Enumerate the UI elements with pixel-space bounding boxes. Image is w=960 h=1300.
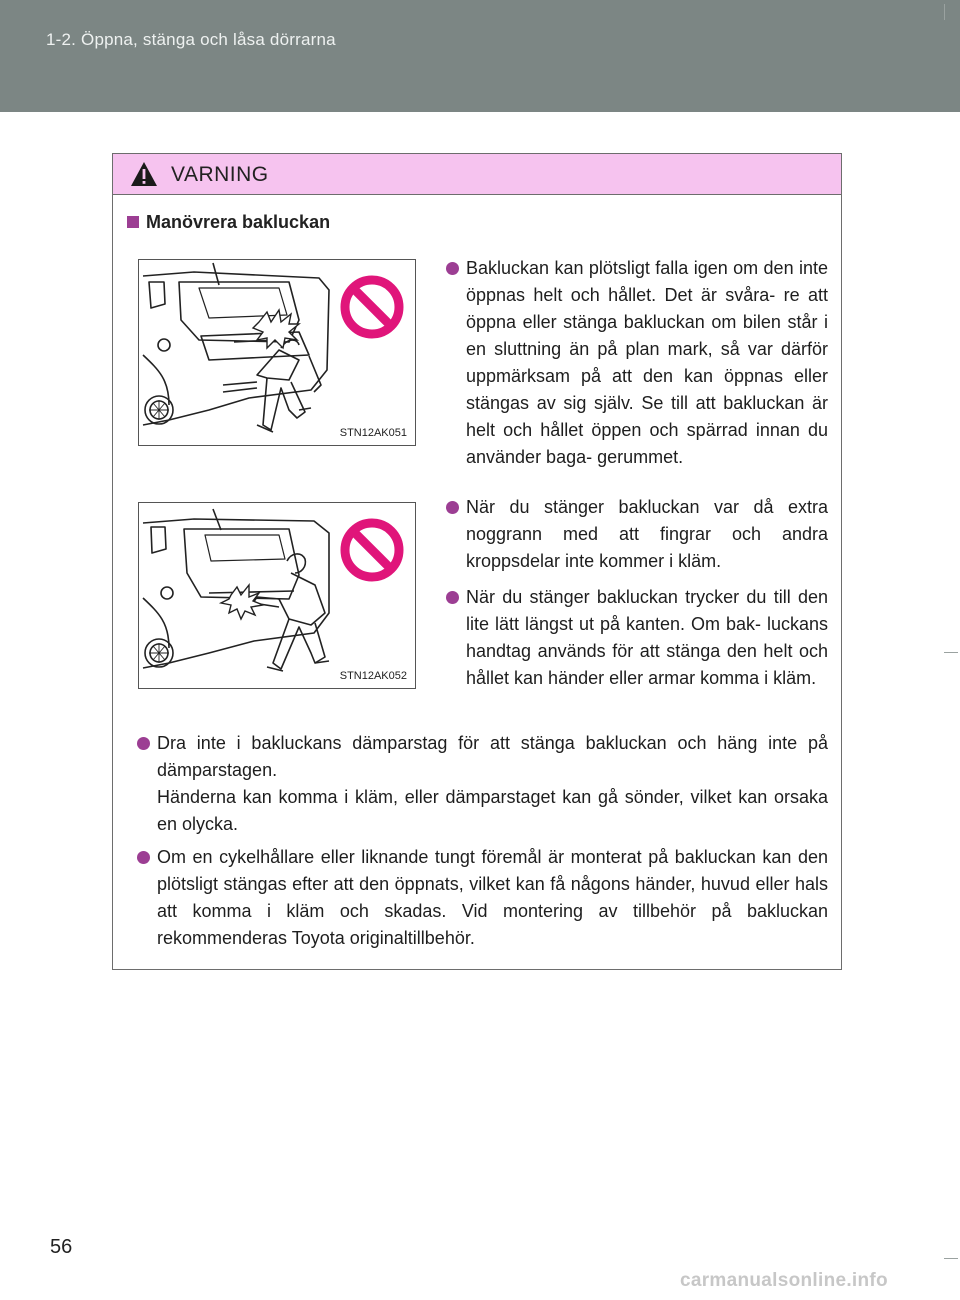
bullet-paragraph: Dra inte i bakluckans dämparstag för att stänga bakluckan och häng inte på dämparstagen. [157, 733, 828, 780]
square-bullet-icon [127, 216, 139, 228]
crop-mark [944, 652, 958, 653]
bullet-dot-icon [446, 501, 459, 514]
warning-triangle-icon [130, 161, 158, 187]
bullet-item [446, 255, 828, 471]
bullet-item [137, 844, 828, 952]
header-band [0, 0, 960, 112]
watermark: carmanualsonline.info [680, 1270, 888, 1291]
car-illustration-2 [139, 503, 415, 688]
car-illustration-1 [139, 260, 415, 445]
bullet-dot-icon [137, 851, 150, 864]
bullet-text [137, 730, 828, 838]
page-number: 56 [50, 1236, 73, 1258]
section-title: 1-2. Öppna, stänga och låsa dörrarna [46, 30, 336, 49]
crop-mark [944, 4, 945, 20]
bullet-paragraph: Om en cykelhållare eller liknande tungt föremål är monterat på bakluckan kan den plötsligt stängas efter att den öppnats, vilket kan få någons händer, huvud eller hals att komma i kläm och skadas. Vid montering av tillbehör på bakluckan rekommenderas Toyota originaltillbehör. [157, 847, 828, 948]
bullet-item [137, 730, 828, 838]
crop-mark [944, 1258, 958, 1259]
bullet-text: När du stänger bakluckan var då extra noggrann med att fingrar och andra kroppsdelar inte kommer i kläm. [466, 497, 828, 571]
warning-title: VARNING [171, 163, 269, 186]
figure-code: STN12AK051 [339, 427, 407, 439]
warning-header [113, 154, 841, 195]
prohibition-icon [345, 280, 399, 334]
bullet-dot-icon [446, 591, 459, 604]
bullet-text: När du stänger bakluckan trycker du till den lite lätt längst ut på kanten. Om bak- luckans handtag används för att stänga den helt och hållet kan händer eller armar komma i kläm. [466, 587, 828, 688]
subheading-text: Manövrera bakluckan [146, 212, 331, 232]
bullet-text: Bakluckan kan plötsligt falla igen om den inte öppnas helt och hållet. Det är svåra- re att öppna eller stänga bakluckan om bilen står i en sluttning än på plan mark, så var därför uppmärksam på att den kan öppnas eller stängas av sig själv. Se till att bakluckan är helt och hållet öppen och spärrad innan du använder baga- gerummet. [466, 258, 828, 467]
bullet-dot-icon [137, 737, 150, 750]
warning-subheading [127, 212, 330, 233]
warning-box [112, 153, 842, 970]
figure-code: STN12AK052 [339, 670, 407, 682]
bullet-item [446, 584, 828, 692]
bullet-dot-icon [446, 262, 459, 275]
prohibition-icon [345, 523, 399, 577]
bullet-text [137, 844, 828, 952]
bullet-paragraph: Händerna kan komma i kläm, eller dämparstaget kan gå sönder, vilket kan orsaka en olycka. [157, 787, 828, 834]
figure-closing-tailgate [138, 502, 416, 689]
figure-tailgate-falling [138, 259, 416, 446]
bullet-item [446, 494, 828, 575]
